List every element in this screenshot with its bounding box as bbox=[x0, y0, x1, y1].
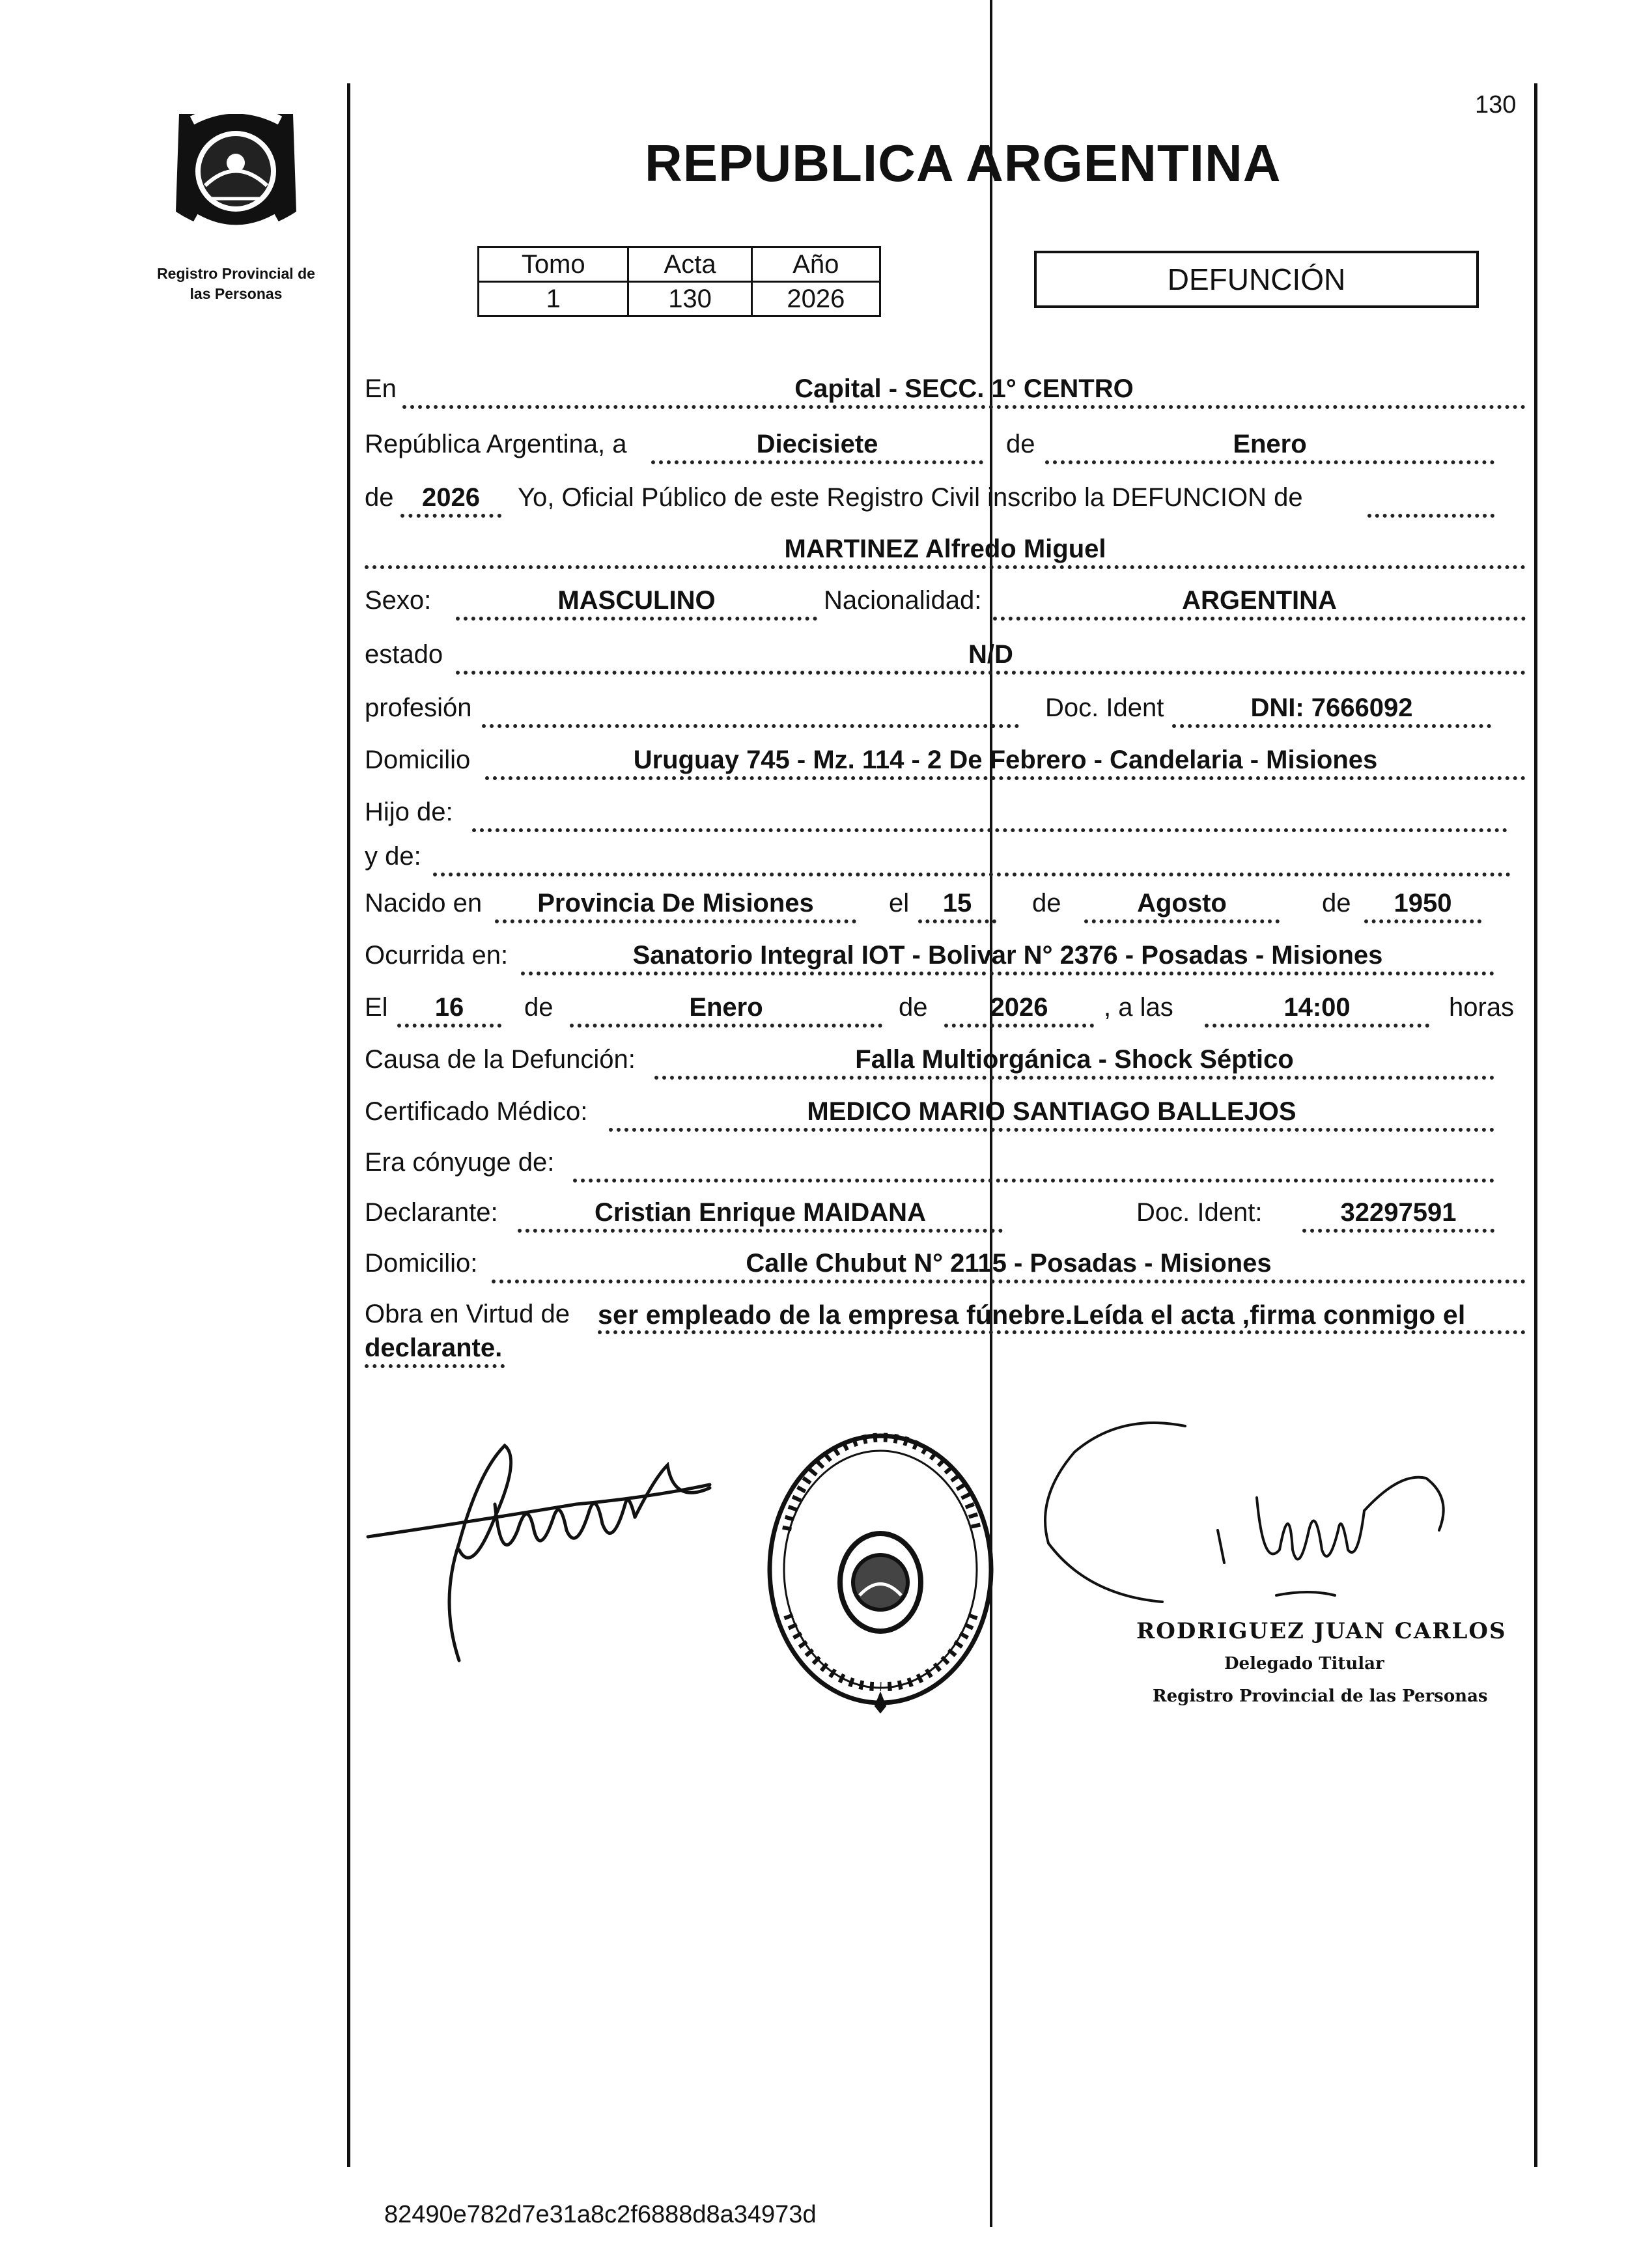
label-domicilio: Domicilio bbox=[365, 746, 471, 774]
registry-table-values bbox=[479, 282, 880, 316]
dots-nacido-mes bbox=[1084, 919, 1280, 923]
label-de-5: de bbox=[524, 993, 554, 1022]
label-conyuge: Era cónyuge de: bbox=[365, 1148, 555, 1177]
header-tomo: Tomo bbox=[479, 247, 628, 282]
issuer-caption bbox=[133, 264, 339, 304]
dots-yo bbox=[1367, 514, 1494, 518]
label-certificado: Certificado Médico: bbox=[365, 1097, 588, 1126]
label-yo: Yo, Oficial Público de este Registro Civil inscribo la DEFUNCION de bbox=[518, 483, 1303, 512]
issuer-line2: las Personas bbox=[189, 285, 283, 302]
header-anio: Año bbox=[751, 247, 880, 282]
value-anio: 2026 bbox=[751, 282, 880, 316]
value-obra-line2: declarante. bbox=[365, 1334, 503, 1362]
value-obra-line1: ser empleado de la empresa fúnebre.Leída el acta ,firma conmigo el bbox=[598, 1300, 1466, 1330]
label-nacionalidad: Nacionalidad: bbox=[824, 586, 982, 615]
dots-muerte-anio bbox=[944, 1024, 1094, 1028]
value-declarante-doc: 32297591 bbox=[1340, 1198, 1457, 1227]
dots-obra-1 bbox=[598, 1330, 1526, 1334]
label-ocurrida-en: Ocurrida en: bbox=[365, 941, 509, 970]
dots-dia bbox=[651, 460, 983, 464]
label-republica: República Argentina, a bbox=[365, 430, 627, 458]
left-margin-line bbox=[347, 83, 350, 2167]
dots-nombre bbox=[365, 565, 1526, 569]
label-de-4: de bbox=[1322, 889, 1351, 917]
officer-role: Delegado Titular bbox=[1224, 1654, 1384, 1673]
right-margin-line bbox=[1534, 83, 1537, 2167]
label-de-1: de bbox=[1006, 430, 1035, 458]
dots-declarante bbox=[518, 1229, 1003, 1233]
dots-hijo-de bbox=[472, 828, 1507, 832]
value-anio: 2026 bbox=[422, 483, 480, 512]
label-el: el bbox=[889, 889, 910, 917]
dots-nacionalidad bbox=[993, 617, 1526, 621]
dots-anio bbox=[400, 514, 501, 518]
value-estado: N/D bbox=[968, 640, 1013, 669]
dots-certificado bbox=[609, 1128, 1494, 1132]
dots-nacido-anio bbox=[1364, 919, 1481, 923]
dots-muerte-dia bbox=[397, 1024, 501, 1028]
label-y-de: y de: bbox=[365, 842, 421, 871]
value-mes: Enero bbox=[1233, 430, 1307, 458]
header-acta: Acta bbox=[628, 247, 751, 282]
officer-office: Registro Provincial de las Personas bbox=[1153, 1687, 1488, 1706]
value-nacionalidad: ARGENTINA bbox=[1182, 586, 1337, 615]
dots-estado bbox=[456, 671, 1526, 675]
value-domicilio: Uruguay 745 - Mz. 114 - 2 De Febrero - Candelaria - Misiones bbox=[633, 746, 1378, 774]
dots-causa bbox=[654, 1076, 1494, 1080]
value-nacido-mes: Agosto bbox=[1137, 889, 1227, 917]
label-declarante: Declarante: bbox=[365, 1198, 498, 1227]
label-de-2: de bbox=[365, 483, 394, 512]
value-nombre: MARTINEZ Alfredo Miguel bbox=[784, 535, 1106, 563]
page-title: REPUBLICA ARGENTINA bbox=[645, 134, 1282, 192]
label-horas: horas bbox=[1449, 993, 1515, 1022]
label-a-las: , a las bbox=[1104, 993, 1173, 1022]
label-sexo: Sexo: bbox=[365, 586, 432, 615]
dots-profesion bbox=[482, 724, 1019, 728]
dots-doc bbox=[1172, 724, 1491, 728]
label-obra: Obra en Virtud de bbox=[365, 1300, 570, 1328]
value-hora: 14:00 bbox=[1283, 993, 1351, 1022]
value-ocurrida: Sanatorio Integral IOT - Bolivar N° 2376 - Posadas - Misiones bbox=[632, 941, 1383, 970]
dots-hora bbox=[1205, 1024, 1429, 1028]
value-doc: DNI: 7666092 bbox=[1250, 693, 1413, 722]
dots-nacido-lugar bbox=[495, 919, 856, 923]
value-medico: MEDICO MARIO SANTIAGO BALLEJOS bbox=[807, 1097, 1297, 1126]
page-number: 130 bbox=[1475, 91, 1517, 119]
dots-conyuge bbox=[573, 1179, 1494, 1183]
dots-en bbox=[402, 405, 1526, 409]
value-muerte-dia: 16 bbox=[434, 993, 464, 1022]
dots-muerte-mes bbox=[570, 1024, 882, 1028]
dots-declarante-doc bbox=[1302, 1229, 1494, 1233]
label-el-cap: El bbox=[365, 993, 388, 1022]
officer-name: RODRIGUEZ JUAN CARLOS bbox=[1136, 1618, 1507, 1644]
label-de-6: de bbox=[899, 993, 928, 1022]
official-seal bbox=[762, 1433, 1000, 1726]
dots-y-de bbox=[433, 873, 1511, 876]
label-doc-ident-colon: Doc. Ident: bbox=[1136, 1198, 1263, 1227]
dots-ocurrida bbox=[521, 972, 1494, 975]
label-en: En bbox=[365, 374, 397, 403]
dots-mes bbox=[1045, 460, 1494, 464]
label-domicilio-colon: Domicilio: bbox=[365, 1249, 478, 1278]
document-hash: 82490e782d7e31a8c2f6888d8a34973d bbox=[384, 2201, 817, 2228]
value-nacido-lugar: Provincia De Misiones bbox=[537, 889, 814, 917]
value-lugar: Capital - SECC. 1° CENTRO bbox=[794, 374, 1134, 403]
value-sexo: MASCULINO bbox=[557, 586, 716, 615]
value-causa: Falla Multiorgánica - Shock Séptico bbox=[855, 1045, 1294, 1074]
label-causa: Causa de la Defunción: bbox=[365, 1045, 636, 1074]
value-declarante: Cristian Enrique MAIDANA bbox=[595, 1198, 926, 1227]
registry-table-header bbox=[479, 247, 880, 282]
declarant-signature bbox=[361, 1407, 726, 1680]
label-de-3: de bbox=[1032, 889, 1061, 917]
label-hijo-de: Hijo de: bbox=[365, 798, 453, 826]
label-profesion: profesión bbox=[365, 693, 472, 722]
value-acta: 130 bbox=[628, 282, 751, 316]
value-nacido-dia: 15 bbox=[942, 889, 972, 917]
registry-table bbox=[477, 246, 881, 317]
value-nacido-anio: 1950 bbox=[1394, 889, 1452, 917]
doc-type-box: DEFUNCIÓN bbox=[1034, 251, 1479, 308]
label-doc-ident: Doc. Ident bbox=[1045, 693, 1164, 722]
province-logo bbox=[166, 94, 306, 247]
issuer-line1: Registro Provincial de bbox=[157, 265, 315, 282]
value-muerte-mes: Enero bbox=[689, 993, 763, 1022]
dots-nacido-dia bbox=[918, 919, 996, 923]
dots-domicilio bbox=[485, 776, 1526, 780]
label-estado: estado bbox=[365, 640, 443, 669]
label-nacido-en: Nacido en bbox=[365, 889, 483, 917]
value-declarante-domicilio: Calle Chubut N° 2115 - Posadas - Misiones bbox=[746, 1249, 1272, 1278]
dots-obra-2 bbox=[365, 1364, 505, 1368]
value-tomo: 1 bbox=[479, 282, 628, 316]
dots-sexo bbox=[456, 617, 817, 621]
officer-signature bbox=[1035, 1400, 1478, 1628]
dots-declarante-domicilio bbox=[492, 1280, 1526, 1283]
value-muerte-anio: 2026 bbox=[990, 993, 1048, 1022]
value-dia: Diecisiete bbox=[756, 430, 878, 458]
